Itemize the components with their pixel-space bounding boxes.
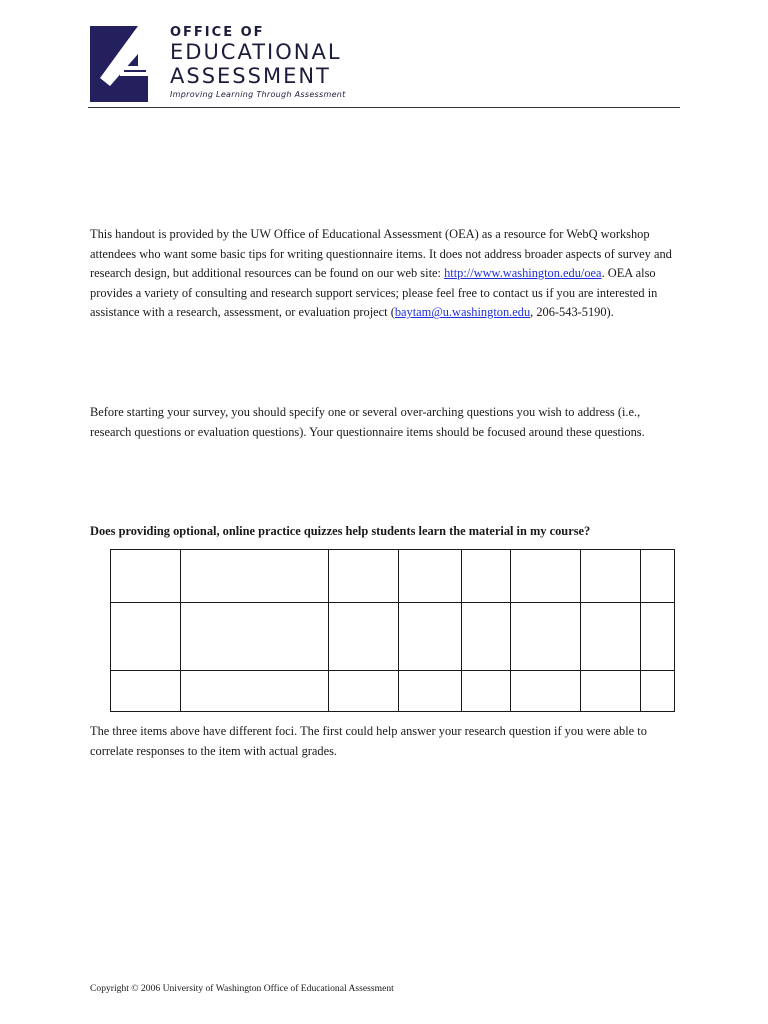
table-cell (181, 603, 329, 671)
table-cell (181, 671, 329, 712)
table-cell (511, 550, 581, 603)
table-cell (581, 671, 641, 712)
logo-tagline: Improving Learning Through Assessment (170, 90, 346, 99)
logo-line-assessment: ASSESSMENT (170, 64, 331, 88)
table-cell (111, 671, 181, 712)
table-cell (462, 550, 511, 603)
table-cell (181, 550, 329, 603)
example-items-table (110, 549, 675, 712)
example-research-question: Does providing optional, online practice quizzes help students learn the material in my course? (90, 524, 591, 538)
oea-logo-icon (90, 26, 162, 102)
table-cell (641, 603, 675, 671)
logo-line-office-of: OFFICE OF (170, 25, 265, 40)
table-cell (399, 603, 462, 671)
table-cell (111, 603, 181, 671)
intro-text-1: This handout is provided by the UW Office of Educational Assessment (OEA) as a resource for WebQ workshop attendees who want some basic tips for writing questionnaire items. It does not address broader aspects of survey and research design, but additional resources can be found on our web site: (90, 227, 672, 281)
table-cell (329, 550, 399, 603)
page-header (90, 26, 680, 110)
table-cell (581, 603, 641, 671)
table-cell (462, 603, 511, 671)
intro-text-3: , 206-543-5190). (530, 305, 614, 320)
research-questions-paragraph: Before starting your survey, you should specify one or several over-arching questions you wish to address (i.e., research questions or evaluation questions). Your questionnaire items should be focused around these questions. (90, 405, 645, 439)
copyright-footer: Copyright © 2006 University of Washington Office of Educational Assessment (90, 983, 394, 994)
table-cell (399, 671, 462, 712)
table-cell (511, 603, 581, 671)
table-cell (641, 550, 675, 603)
intro-paragraph (90, 225, 680, 323)
items-foci-paragraph: The three items above have different foci. The first could help answer your research question if you were able to correlate responses to the item with actual grades. (90, 724, 647, 758)
table-cell (581, 550, 641, 603)
table-row (111, 550, 675, 603)
table-cell (329, 671, 399, 712)
table-row (111, 603, 675, 671)
header-divider (88, 107, 680, 108)
table-cell (329, 603, 399, 671)
intro-text-2: . OEA also provides a variety of consulting and research support services; please feel free to contact us if you are interested in assistance with a research, assessment, or evaluation project ( (90, 266, 658, 320)
table-row (111, 671, 675, 712)
table-cell (641, 671, 675, 712)
contact-email-link[interactable]: baytam@u.washington.edu (394, 305, 531, 320)
table-cell (399, 550, 462, 603)
table-cell (462, 671, 511, 712)
table-cell (111, 550, 181, 603)
logo-line-educational: EDUCATIONAL (170, 40, 342, 64)
oea-website-link[interactable]: http://www.washington.edu/oea (444, 266, 602, 281)
table-cell (511, 671, 581, 712)
